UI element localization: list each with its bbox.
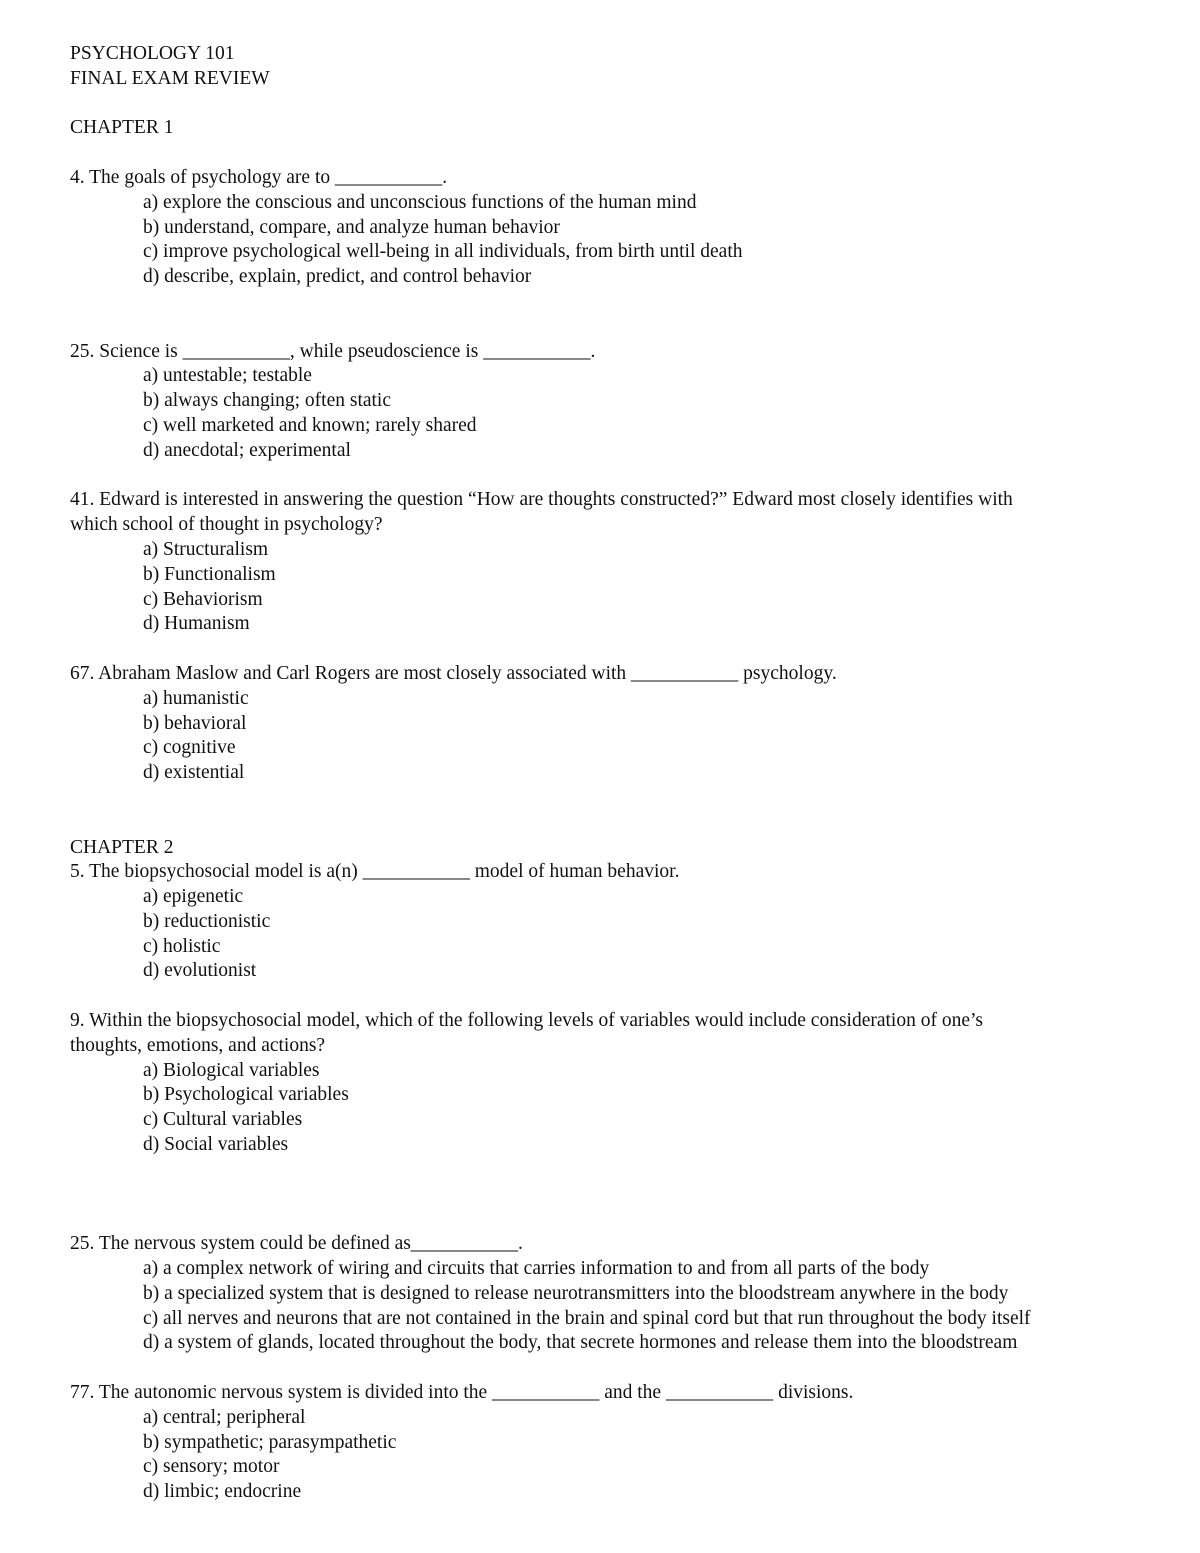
- answer-choice: b) reductionistic: [143, 910, 271, 932]
- answer-choice: a) Biological variables: [143, 1059, 320, 1081]
- question-block: [70, 488, 1180, 637]
- question-text: 41. Edward is interested in answering the question “How are thoughts constructed?” Edward most closely identifies with: [70, 489, 1013, 511]
- question-block: [70, 1009, 1180, 1158]
- answer-choice: d) Humanism: [143, 613, 250, 635]
- question-block: [70, 1232, 1180, 1356]
- answer-choice: a) central; peripheral: [143, 1406, 306, 1428]
- question-text: 5. The biopsychosocial model is a(n) ___________ model of human behavior.: [70, 861, 680, 883]
- answer-choice: a) a complex network of wiring and circuits that carries information to and from all parts of the body: [143, 1258, 930, 1280]
- course-title: PSYCHOLOGY 101: [70, 43, 235, 64]
- chapter-heading: CHAPTER 2: [70, 836, 174, 858]
- answer-choice: d) a system of glands, located throughout the body, that secrete hormones and release them into the bloodstream: [143, 1332, 1018, 1354]
- answer-choice: c) sensory; motor: [143, 1456, 280, 1478]
- answer-choice: b) understand, compare, and analyze human behavior: [143, 216, 560, 238]
- answer-choice: d) describe, explain, predict, and control behavior: [143, 266, 532, 288]
- question-block: [70, 860, 1180, 984]
- question-text: thoughts, emotions, and actions?: [70, 1034, 326, 1056]
- question-text: 9. Within the biopsychosocial model, which of the following levels of variables would include consideration of one’s: [70, 1010, 983, 1032]
- answer-choice: c) Behaviorism: [143, 588, 263, 610]
- answer-choice: b) behavioral: [143, 712, 247, 734]
- question-text: 25. Science is ___________, while pseudoscience is ___________.: [70, 340, 596, 362]
- question-text: 67. Abraham Maslow and Carl Rogers are most closely associated with ___________ psychology.: [70, 662, 837, 684]
- answer-choice: d) Social variables: [143, 1134, 289, 1156]
- answer-choice: a) explore the conscious and unconscious functions of the human mind: [143, 191, 697, 213]
- answer-choice: b) a specialized system that is designed to release neurotransmitters into the bloodstream anywhere in the body: [143, 1282, 1009, 1304]
- answer-choice: d) anecdotal; experimental: [143, 439, 351, 461]
- answer-choice: c) Cultural variables: [143, 1109, 303, 1131]
- exam-review-document: [70, 42, 1180, 1505]
- answer-choice: a) epigenetic: [143, 886, 244, 908]
- answer-choice: a) humanistic: [143, 687, 249, 709]
- answer-choice: a) untestable; testable: [143, 365, 312, 387]
- answer-choice: b) Psychological variables: [143, 1084, 349, 1106]
- question-block: [70, 166, 1180, 290]
- question-block: [70, 340, 1180, 464]
- answer-choice: c) well marketed and known; rarely shared: [143, 414, 477, 436]
- answer-choice: d) existential: [143, 762, 245, 784]
- answer-choice: c) improve psychological well-being in all individuals, from birth until death: [143, 241, 743, 263]
- question-text: which school of thought in psychology?: [70, 514, 383, 536]
- answer-choice: c) cognitive: [143, 737, 236, 759]
- answer-choice: c) all nerves and neurons that are not contained in the brain and spinal cord but that run throughout the body itself: [143, 1307, 1031, 1329]
- question-text: 25. The nervous system could be defined as___________.: [70, 1233, 523, 1255]
- question-block: [70, 1381, 1180, 1505]
- answer-choice: b) sympathetic; parasympathetic: [143, 1431, 397, 1453]
- question-text: 4. The goals of psychology are to ___________.: [70, 166, 448, 188]
- document-subtitle: FINAL EXAM REVIEW: [70, 67, 270, 89]
- answer-choice: b) always changing; often static: [143, 390, 392, 412]
- answer-choice: d) evolutionist: [143, 960, 257, 982]
- question-text: 77. The autonomic nervous system is divided into the ___________ and the ___________ divisions.: [70, 1382, 854, 1404]
- question-block: [70, 662, 1180, 786]
- answer-choice: c) holistic: [143, 935, 221, 957]
- answer-choice: d) limbic; endocrine: [143, 1481, 302, 1503]
- answer-choice: b) Functionalism: [143, 563, 276, 585]
- answer-choice: a) Structuralism: [143, 538, 269, 560]
- chapter-heading: CHAPTER 1: [70, 117, 174, 139]
